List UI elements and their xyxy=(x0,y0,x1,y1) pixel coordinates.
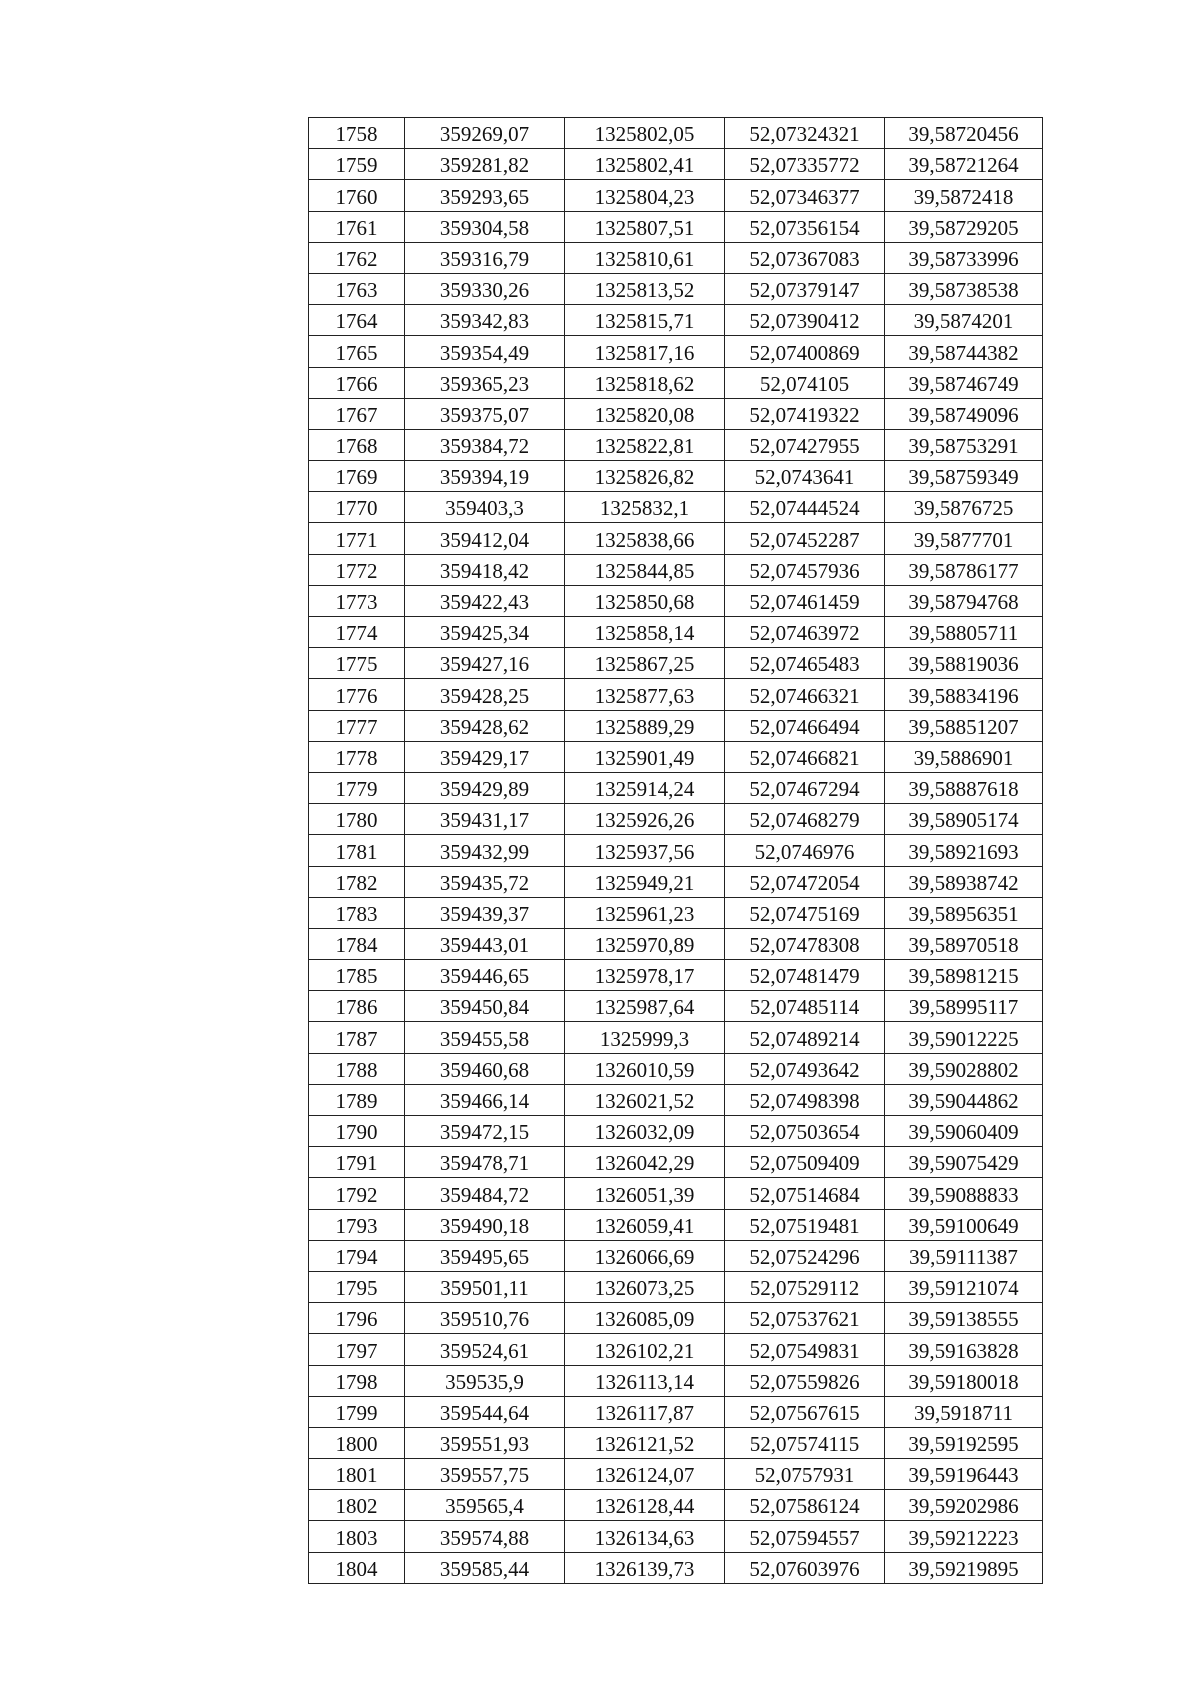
y-coordinate-cell: 1325844,85 xyxy=(565,554,725,585)
x-coordinate-cell: 359510,76 xyxy=(405,1303,565,1334)
x-coordinate-cell: 359354,49 xyxy=(405,336,565,367)
y-coordinate-cell: 1325961,23 xyxy=(565,897,725,928)
latitude-cell: 52,07485114 xyxy=(725,991,885,1022)
table-row xyxy=(309,1271,1043,1302)
longitude-cell: 39,5876725 xyxy=(885,492,1043,523)
longitude-cell: 39,58749096 xyxy=(885,398,1043,429)
y-coordinate-cell: 1325970,89 xyxy=(565,928,725,959)
latitude-cell: 52,07574115 xyxy=(725,1427,885,1458)
latitude-cell: 52,07467294 xyxy=(725,772,885,803)
longitude-cell: 39,59192595 xyxy=(885,1427,1043,1458)
latitude-cell: 52,07478308 xyxy=(725,928,885,959)
longitude-cell: 39,58744382 xyxy=(885,336,1043,367)
table-row xyxy=(309,1552,1043,1583)
point-number-cell: 1792 xyxy=(309,1178,405,1209)
table-row xyxy=(309,1427,1043,1458)
table-row xyxy=(309,211,1043,242)
point-number-cell: 1777 xyxy=(309,710,405,741)
y-coordinate-cell: 1326139,73 xyxy=(565,1552,725,1583)
latitude-cell: 52,07489214 xyxy=(725,1022,885,1053)
y-coordinate-cell: 1325832,1 xyxy=(565,492,725,523)
point-number-cell: 1802 xyxy=(309,1490,405,1521)
latitude-cell: 52,07519481 xyxy=(725,1209,885,1240)
point-number-cell: 1765 xyxy=(309,336,405,367)
table-row xyxy=(309,866,1043,897)
latitude-cell: 52,07603976 xyxy=(725,1552,885,1583)
point-number-cell: 1778 xyxy=(309,741,405,772)
table-row xyxy=(309,1084,1043,1115)
point-number-cell: 1762 xyxy=(309,242,405,273)
longitude-cell: 39,58834196 xyxy=(885,679,1043,710)
y-coordinate-cell: 1325901,49 xyxy=(565,741,725,772)
table-row xyxy=(309,523,1043,554)
x-coordinate-cell: 359551,93 xyxy=(405,1427,565,1458)
y-coordinate-cell: 1325813,52 xyxy=(565,273,725,304)
x-coordinate-cell: 359446,65 xyxy=(405,960,565,991)
point-number-cell: 1784 xyxy=(309,928,405,959)
point-number-cell: 1790 xyxy=(309,1116,405,1147)
point-number-cell: 1788 xyxy=(309,1053,405,1084)
y-coordinate-cell: 1326124,07 xyxy=(565,1459,725,1490)
point-number-cell: 1774 xyxy=(309,617,405,648)
latitude-cell: 52,07468279 xyxy=(725,804,885,835)
latitude-cell: 52,07390412 xyxy=(725,305,885,336)
point-number-cell: 1763 xyxy=(309,273,405,304)
x-coordinate-cell: 359435,72 xyxy=(405,866,565,897)
longitude-cell: 39,58733996 xyxy=(885,242,1043,273)
latitude-cell: 52,07466494 xyxy=(725,710,885,741)
longitude-cell: 39,58721264 xyxy=(885,149,1043,180)
point-number-cell: 1789 xyxy=(309,1084,405,1115)
point-number-cell: 1795 xyxy=(309,1271,405,1302)
table-row xyxy=(309,1365,1043,1396)
longitude-cell: 39,58970518 xyxy=(885,928,1043,959)
latitude-cell: 52,07481479 xyxy=(725,960,885,991)
latitude-cell: 52,07356154 xyxy=(725,211,885,242)
latitude-cell: 52,07524296 xyxy=(725,1240,885,1271)
table-row xyxy=(309,1396,1043,1427)
longitude-cell: 39,58905174 xyxy=(885,804,1043,835)
longitude-cell: 39,5886901 xyxy=(885,741,1043,772)
point-number-cell: 1785 xyxy=(309,960,405,991)
table-row xyxy=(309,835,1043,866)
latitude-cell: 52,07493642 xyxy=(725,1053,885,1084)
longitude-cell: 39,58794768 xyxy=(885,585,1043,616)
longitude-cell: 39,58720456 xyxy=(885,118,1043,149)
latitude-cell: 52,07509409 xyxy=(725,1147,885,1178)
x-coordinate-cell: 359422,43 xyxy=(405,585,565,616)
point-number-cell: 1767 xyxy=(309,398,405,429)
y-coordinate-cell: 1325838,66 xyxy=(565,523,725,554)
longitude-cell: 39,59180018 xyxy=(885,1365,1043,1396)
y-coordinate-cell: 1325822,81 xyxy=(565,429,725,460)
table-row xyxy=(309,679,1043,710)
longitude-cell: 39,58729205 xyxy=(885,211,1043,242)
longitude-cell: 39,58887618 xyxy=(885,772,1043,803)
latitude-cell: 52,07559826 xyxy=(725,1365,885,1396)
y-coordinate-cell: 1326128,44 xyxy=(565,1490,725,1521)
table-row xyxy=(309,1022,1043,1053)
point-number-cell: 1771 xyxy=(309,523,405,554)
table-row xyxy=(309,305,1043,336)
y-coordinate-cell: 1326042,29 xyxy=(565,1147,725,1178)
x-coordinate-cell: 359524,61 xyxy=(405,1334,565,1365)
point-number-cell: 1781 xyxy=(309,835,405,866)
longitude-cell: 39,59212223 xyxy=(885,1521,1043,1552)
point-number-cell: 1773 xyxy=(309,585,405,616)
y-coordinate-cell: 1325867,25 xyxy=(565,648,725,679)
longitude-cell: 39,59088833 xyxy=(885,1178,1043,1209)
table-row xyxy=(309,1521,1043,1552)
point-number-cell: 1761 xyxy=(309,211,405,242)
table-row xyxy=(309,1303,1043,1334)
y-coordinate-cell: 1326134,63 xyxy=(565,1521,725,1552)
table-row xyxy=(309,180,1043,211)
longitude-cell: 39,58921693 xyxy=(885,835,1043,866)
x-coordinate-cell: 359431,17 xyxy=(405,804,565,835)
table-row xyxy=(309,928,1043,959)
y-coordinate-cell: 1326021,52 xyxy=(565,1084,725,1115)
y-coordinate-cell: 1325949,21 xyxy=(565,866,725,897)
x-coordinate-cell: 359403,3 xyxy=(405,492,565,523)
longitude-cell: 39,59121074 xyxy=(885,1271,1043,1302)
longitude-cell: 39,5874201 xyxy=(885,305,1043,336)
table-row xyxy=(309,585,1043,616)
y-coordinate-cell: 1325999,3 xyxy=(565,1022,725,1053)
table-row xyxy=(309,1490,1043,1521)
y-coordinate-cell: 1325987,64 xyxy=(565,991,725,1022)
point-number-cell: 1794 xyxy=(309,1240,405,1271)
y-coordinate-cell: 1326010,59 xyxy=(565,1053,725,1084)
y-coordinate-cell: 1325889,29 xyxy=(565,710,725,741)
x-coordinate-cell: 359342,83 xyxy=(405,305,565,336)
x-coordinate-cell: 359443,01 xyxy=(405,928,565,959)
latitude-cell: 52,07461459 xyxy=(725,585,885,616)
point-number-cell: 1760 xyxy=(309,180,405,211)
point-number-cell: 1758 xyxy=(309,118,405,149)
latitude-cell: 52,07457936 xyxy=(725,554,885,585)
table-row xyxy=(309,1459,1043,1490)
x-coordinate-cell: 359425,34 xyxy=(405,617,565,648)
table-row xyxy=(309,960,1043,991)
table-row xyxy=(309,554,1043,585)
y-coordinate-cell: 1325914,24 xyxy=(565,772,725,803)
table-row xyxy=(309,897,1043,928)
latitude-cell: 52,07594557 xyxy=(725,1521,885,1552)
longitude-cell: 39,58753291 xyxy=(885,429,1043,460)
longitude-cell: 39,59163828 xyxy=(885,1334,1043,1365)
longitude-cell: 39,58819036 xyxy=(885,648,1043,679)
point-number-cell: 1759 xyxy=(309,149,405,180)
y-coordinate-cell: 1325820,08 xyxy=(565,398,725,429)
y-coordinate-cell: 1326073,25 xyxy=(565,1271,725,1302)
longitude-cell: 39,5918711 xyxy=(885,1396,1043,1427)
longitude-cell: 39,59100649 xyxy=(885,1209,1043,1240)
x-coordinate-cell: 359565,4 xyxy=(405,1490,565,1521)
coordinates-table xyxy=(308,117,1043,1584)
longitude-cell: 39,59060409 xyxy=(885,1116,1043,1147)
point-number-cell: 1797 xyxy=(309,1334,405,1365)
latitude-cell: 52,07346377 xyxy=(725,180,885,211)
latitude-cell: 52,07379147 xyxy=(725,273,885,304)
x-coordinate-cell: 359472,15 xyxy=(405,1116,565,1147)
latitude-cell: 52,07335772 xyxy=(725,149,885,180)
y-coordinate-cell: 1325818,62 xyxy=(565,367,725,398)
y-coordinate-cell: 1325826,82 xyxy=(565,461,725,492)
point-number-cell: 1776 xyxy=(309,679,405,710)
latitude-cell: 52,074105 xyxy=(725,367,885,398)
y-coordinate-cell: 1325877,63 xyxy=(565,679,725,710)
latitude-cell: 52,0757931 xyxy=(725,1459,885,1490)
longitude-cell: 39,58759349 xyxy=(885,461,1043,492)
longitude-cell: 39,58995117 xyxy=(885,991,1043,1022)
table-row xyxy=(309,429,1043,460)
table-row xyxy=(309,1178,1043,1209)
point-number-cell: 1786 xyxy=(309,991,405,1022)
latitude-cell: 52,07444524 xyxy=(725,492,885,523)
longitude-cell: 39,59219895 xyxy=(885,1552,1043,1583)
table-row xyxy=(309,648,1043,679)
x-coordinate-cell: 359281,82 xyxy=(405,149,565,180)
y-coordinate-cell: 1326117,87 xyxy=(565,1396,725,1427)
x-coordinate-cell: 359375,07 xyxy=(405,398,565,429)
latitude-cell: 52,07472054 xyxy=(725,866,885,897)
x-coordinate-cell: 359293,65 xyxy=(405,180,565,211)
point-number-cell: 1770 xyxy=(309,492,405,523)
latitude-cell: 52,07400869 xyxy=(725,336,885,367)
x-coordinate-cell: 359585,44 xyxy=(405,1552,565,1583)
point-number-cell: 1780 xyxy=(309,804,405,835)
x-coordinate-cell: 359432,99 xyxy=(405,835,565,866)
x-coordinate-cell: 359412,04 xyxy=(405,523,565,554)
longitude-cell: 39,59138555 xyxy=(885,1303,1043,1334)
point-number-cell: 1775 xyxy=(309,648,405,679)
table-row xyxy=(309,1209,1043,1240)
point-number-cell: 1801 xyxy=(309,1459,405,1490)
point-number-cell: 1803 xyxy=(309,1521,405,1552)
y-coordinate-cell: 1325810,61 xyxy=(565,242,725,273)
table-row xyxy=(309,741,1043,772)
y-coordinate-cell: 1326121,52 xyxy=(565,1427,725,1458)
point-number-cell: 1769 xyxy=(309,461,405,492)
point-number-cell: 1793 xyxy=(309,1209,405,1240)
table-row xyxy=(309,772,1043,803)
y-coordinate-cell: 1326102,21 xyxy=(565,1334,725,1365)
longitude-cell: 39,59196443 xyxy=(885,1459,1043,1490)
point-number-cell: 1764 xyxy=(309,305,405,336)
y-coordinate-cell: 1325802,41 xyxy=(565,149,725,180)
point-number-cell: 1787 xyxy=(309,1022,405,1053)
table-row xyxy=(309,336,1043,367)
latitude-cell: 52,07514684 xyxy=(725,1178,885,1209)
longitude-cell: 39,58746749 xyxy=(885,367,1043,398)
latitude-cell: 52,07419322 xyxy=(725,398,885,429)
table-row xyxy=(309,1147,1043,1178)
y-coordinate-cell: 1326051,39 xyxy=(565,1178,725,1209)
table-row xyxy=(309,1116,1043,1147)
y-coordinate-cell: 1326113,14 xyxy=(565,1365,725,1396)
x-coordinate-cell: 359384,72 xyxy=(405,429,565,460)
table-row xyxy=(309,242,1043,273)
x-coordinate-cell: 359466,14 xyxy=(405,1084,565,1115)
longitude-cell: 39,58981215 xyxy=(885,960,1043,991)
latitude-cell: 52,07367083 xyxy=(725,242,885,273)
x-coordinate-cell: 359501,11 xyxy=(405,1271,565,1302)
y-coordinate-cell: 1326059,41 xyxy=(565,1209,725,1240)
latitude-cell: 52,07466321 xyxy=(725,679,885,710)
x-coordinate-cell: 359316,79 xyxy=(405,242,565,273)
table-row xyxy=(309,991,1043,1022)
point-number-cell: 1799 xyxy=(309,1396,405,1427)
latitude-cell: 52,07452287 xyxy=(725,523,885,554)
x-coordinate-cell: 359478,71 xyxy=(405,1147,565,1178)
latitude-cell: 52,07567615 xyxy=(725,1396,885,1427)
table-row xyxy=(309,1240,1043,1271)
longitude-cell: 39,58851207 xyxy=(885,710,1043,741)
table-row xyxy=(309,492,1043,523)
table-row xyxy=(309,118,1043,149)
point-number-cell: 1791 xyxy=(309,1147,405,1178)
point-number-cell: 1772 xyxy=(309,554,405,585)
point-number-cell: 1783 xyxy=(309,897,405,928)
y-coordinate-cell: 1325817,16 xyxy=(565,336,725,367)
longitude-cell: 39,58956351 xyxy=(885,897,1043,928)
x-coordinate-cell: 359394,19 xyxy=(405,461,565,492)
x-coordinate-cell: 359557,75 xyxy=(405,1459,565,1490)
x-coordinate-cell: 359490,18 xyxy=(405,1209,565,1240)
point-number-cell: 1766 xyxy=(309,367,405,398)
table-row xyxy=(309,149,1043,180)
x-coordinate-cell: 359460,68 xyxy=(405,1053,565,1084)
longitude-cell: 39,58786177 xyxy=(885,554,1043,585)
latitude-cell: 52,07498398 xyxy=(725,1084,885,1115)
x-coordinate-cell: 359484,72 xyxy=(405,1178,565,1209)
x-coordinate-cell: 359535,9 xyxy=(405,1365,565,1396)
point-number-cell: 1804 xyxy=(309,1552,405,1583)
latitude-cell: 52,07465483 xyxy=(725,648,885,679)
x-coordinate-cell: 359450,84 xyxy=(405,991,565,1022)
y-coordinate-cell: 1326032,09 xyxy=(565,1116,725,1147)
longitude-cell: 39,5877701 xyxy=(885,523,1043,554)
latitude-cell: 52,0743641 xyxy=(725,461,885,492)
point-number-cell: 1796 xyxy=(309,1303,405,1334)
longitude-cell: 39,59075429 xyxy=(885,1147,1043,1178)
x-coordinate-cell: 359427,16 xyxy=(405,648,565,679)
y-coordinate-cell: 1326085,09 xyxy=(565,1303,725,1334)
latitude-cell: 52,07324321 xyxy=(725,118,885,149)
point-number-cell: 1798 xyxy=(309,1365,405,1396)
longitude-cell: 39,59202986 xyxy=(885,1490,1043,1521)
longitude-cell: 39,5872418 xyxy=(885,180,1043,211)
table-row xyxy=(309,461,1043,492)
longitude-cell: 39,59012225 xyxy=(885,1022,1043,1053)
x-coordinate-cell: 359429,89 xyxy=(405,772,565,803)
y-coordinate-cell: 1325802,05 xyxy=(565,118,725,149)
longitude-cell: 39,58738538 xyxy=(885,273,1043,304)
table-row xyxy=(309,710,1043,741)
x-coordinate-cell: 359330,26 xyxy=(405,273,565,304)
latitude-cell: 52,07549831 xyxy=(725,1334,885,1365)
latitude-cell: 52,07537621 xyxy=(725,1303,885,1334)
latitude-cell: 52,07586124 xyxy=(725,1490,885,1521)
coordinates-table-body xyxy=(309,118,1043,1584)
x-coordinate-cell: 359429,17 xyxy=(405,741,565,772)
point-number-cell: 1779 xyxy=(309,772,405,803)
longitude-cell: 39,59111387 xyxy=(885,1240,1043,1271)
x-coordinate-cell: 359544,64 xyxy=(405,1396,565,1427)
table-row xyxy=(309,367,1043,398)
y-coordinate-cell: 1325815,71 xyxy=(565,305,725,336)
point-number-cell: 1800 xyxy=(309,1427,405,1458)
longitude-cell: 39,58938742 xyxy=(885,866,1043,897)
latitude-cell: 52,07503654 xyxy=(725,1116,885,1147)
x-coordinate-cell: 359304,58 xyxy=(405,211,565,242)
x-coordinate-cell: 359439,37 xyxy=(405,897,565,928)
y-coordinate-cell: 1325937,56 xyxy=(565,835,725,866)
x-coordinate-cell: 359269,07 xyxy=(405,118,565,149)
y-coordinate-cell: 1325804,23 xyxy=(565,180,725,211)
y-coordinate-cell: 1326066,69 xyxy=(565,1240,725,1271)
table-row xyxy=(309,1334,1043,1365)
x-coordinate-cell: 359365,23 xyxy=(405,367,565,398)
latitude-cell: 52,0746976 xyxy=(725,835,885,866)
latitude-cell: 52,07529112 xyxy=(725,1271,885,1302)
y-coordinate-cell: 1325850,68 xyxy=(565,585,725,616)
x-coordinate-cell: 359428,25 xyxy=(405,679,565,710)
table-row xyxy=(309,804,1043,835)
y-coordinate-cell: 1325807,51 xyxy=(565,211,725,242)
x-coordinate-cell: 359428,62 xyxy=(405,710,565,741)
latitude-cell: 52,07475169 xyxy=(725,897,885,928)
latitude-cell: 52,07466821 xyxy=(725,741,885,772)
longitude-cell: 39,59028802 xyxy=(885,1053,1043,1084)
longitude-cell: 39,58805711 xyxy=(885,617,1043,648)
x-coordinate-cell: 359574,88 xyxy=(405,1521,565,1552)
point-number-cell: 1768 xyxy=(309,429,405,460)
x-coordinate-cell: 359455,58 xyxy=(405,1022,565,1053)
x-coordinate-cell: 359495,65 xyxy=(405,1240,565,1271)
table-row xyxy=(309,273,1043,304)
y-coordinate-cell: 1325926,26 xyxy=(565,804,725,835)
y-coordinate-cell: 1325978,17 xyxy=(565,960,725,991)
point-number-cell: 1782 xyxy=(309,866,405,897)
y-coordinate-cell: 1325858,14 xyxy=(565,617,725,648)
table-row xyxy=(309,617,1043,648)
latitude-cell: 52,07463972 xyxy=(725,617,885,648)
table-row xyxy=(309,1053,1043,1084)
latitude-cell: 52,07427955 xyxy=(725,429,885,460)
x-coordinate-cell: 359418,42 xyxy=(405,554,565,585)
table-row xyxy=(309,398,1043,429)
longitude-cell: 39,59044862 xyxy=(885,1084,1043,1115)
